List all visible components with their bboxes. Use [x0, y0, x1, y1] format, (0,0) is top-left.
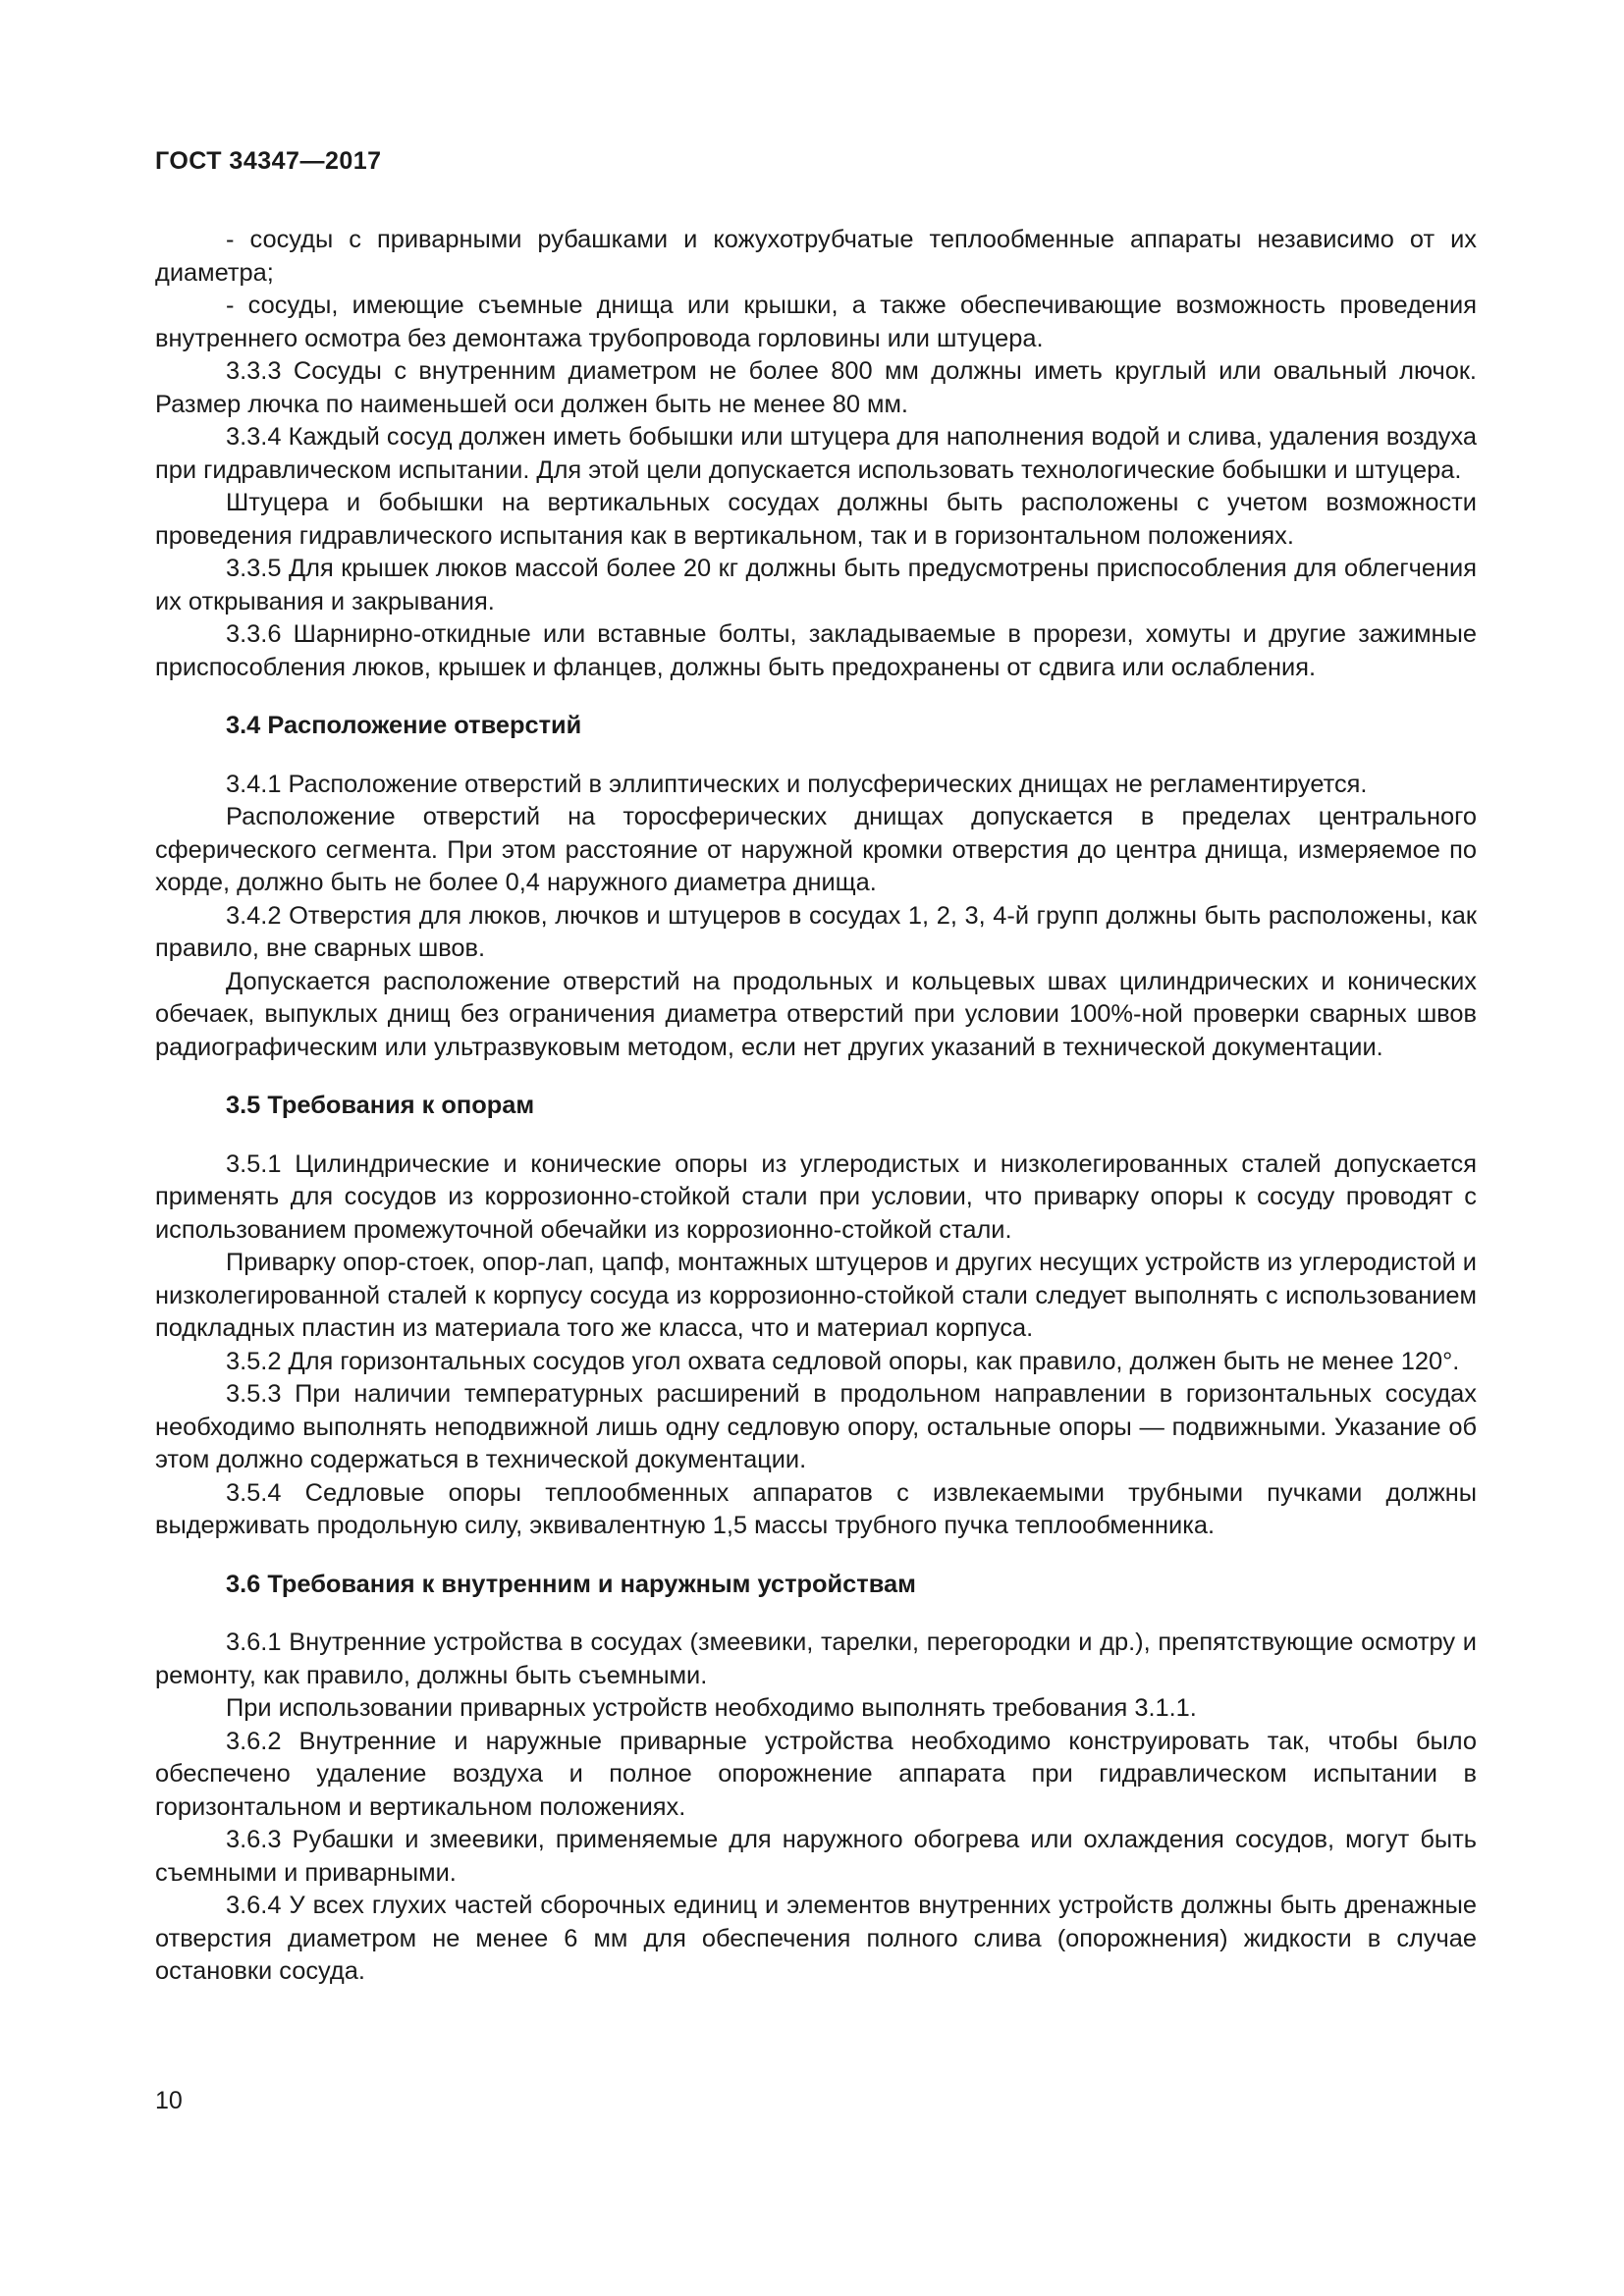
- paragraph-text: Приварку опор-стоек, опор-лап, цапф, монтажных штуцеров и других несущих устройств из углеродистой и низколегированной сталей к корпусу сосуда из коррозионно-стойкой стали следует выполнять с использованием подкладных пластин из материала того же класса, что и материал корпуса.: [155, 1249, 1477, 1342]
- paragraph-3-4-2: 3.4.2 Отверстия для люков, лючков и штуцеров в сосудах 1, 2, 3, 4-й групп должны быть расположены, как правило, вне сварных швов.: [155, 901, 1477, 962]
- paragraph-3-3-5: 3.3.5 Для крышек люков массой более 20 кг должны быть предусмотрены приспособления для облегчения их открывания и закрывания.: [155, 555, 1477, 615]
- section-heading-3-4: 3.4 Расположение отверстий: [226, 712, 582, 739]
- paragraph-3-6-1: 3.6.1 Внутренние устройства в сосудах (змеевики, тарелки, перегородки и др.), препятствующие осмотру и ремонту, как правило, должны быть съемными.: [155, 1629, 1477, 1689]
- page-number: 10: [155, 2087, 183, 2114]
- paragraph-3-5-3: 3.5.3 При наличии температурных расширений в продольном направлении в горизонтальных сосудах необходимо выполнять неподвижной лишь одну седловую опору, остальные опоры — подвижными. Указание об этом должно содержаться в технической документации.: [155, 1380, 1477, 1473]
- paragraph-text: Штуцера и бобышки на вертикальных сосудах должны быть расположены с учетом возможности проведения гидравлического испытания как в вертикальном, так и в горизонтальном положениях.: [155, 489, 1477, 550]
- section-heading-3-6: 3.6 Требования к внутренним и наружным устройствам: [226, 1570, 916, 1598]
- paragraph-3-6-2: 3.6.2 Внутренние и наружные приварные устройства необходимо конструировать так, чтобы было обеспечено удаление воздуха и полное опорожнение аппарата при гидравлическом испытании в горизонтальном и вертикальном положениях.: [155, 1727, 1477, 1821]
- paragraph-text: Расположение отверстий на торосферических днищах допускается в пределах центрального сферического сегмента. При этом расстояние от наружной кромки отверстия до центра днища, измеряемое по хорде, должно быть не более 0,4 наружного диаметра днища.: [155, 803, 1477, 896]
- paragraph-3-6-3: 3.6.3 Рубашки и змеевики, применяемые для наружного обогрева или охлаждения сосудов, могут быть съемными и приварными.: [155, 1826, 1477, 1887]
- paragraph-3-5-1: 3.5.1 Цилиндрические и конические опоры из углеродистых и низколегированных сталей допускается применять для сосудов из коррозионно-стойкой стали при условии, что приварку опоры к сосуду проводят с использованием промежуточной обечайки из коррозионно-стойкой стали.: [155, 1149, 1477, 1244]
- paragraph-list-item: - сосуды, имеющие съемные днища или крышки, а также обеспечивающие возможность проведения внутреннего осмотра без демонтажа трубопровода горловины или штуцера.: [155, 292, 1477, 352]
- document-body: [155, 224, 1477, 1989]
- paragraph-3-6-4: 3.6.4 У всех глухих частей сборочных единиц и элементов внутренних устройств должны быть дренажные отверстия диаметром не менее 6 мм для обеспечения полного слива (опорожнения) жидкости в случае остановки сосуда.: [155, 1892, 1477, 1985]
- paragraph-3-5-2: 3.5.2 Для горизонтальных сосудов угол охвата седловой опоры, как правило, должен быть не менее 120°.: [226, 1347, 1460, 1375]
- section-heading-3-5: 3.5 Требования к опорам: [226, 1092, 535, 1119]
- document-code-header: ГОСТ 34347—2017: [155, 147, 382, 175]
- paragraph-3-3-4: 3.3.4 Каждый сосуд должен иметь бобышки или штуцера для наполнения водой и слива, удаления воздуха при гидравлическом испытании. Для этой цели допускается использовать технологические бобышки и штуцера.: [155, 423, 1477, 484]
- paragraph-3-3-6: 3.3.6 Шарнирно-откидные или вставные болты, закладываемые в прорези, хомуты и другие зажимные приспособления люков, крышек и фланцев, должны быть предохранены от сдвига или ослабления.: [155, 620, 1477, 681]
- paragraph-3-5-4: 3.5.4 Седловые опоры теплообменных аппаратов с извлекаемыми трубными пучками должны выдерживать продольную силу, эквивалентную 1,5 массы трубного пучка теплообменника.: [155, 1478, 1477, 1539]
- paragraph-3-4-1: 3.4.1 Расположение отверстий в эллиптических и полусферических днищах не регламентируется.: [226, 770, 1368, 798]
- paragraph-3-3-3: 3.3.3 Сосуды с внутренним диаметром не более 800 мм должны иметь круглый или овальный лючок. Размер лючка по наименьшей оси должен быть не менее 80 мм.: [155, 357, 1477, 418]
- paragraph-text: Допускается расположение отверстий на продольных и кольцевых швах цилиндрических и конических обечаек, выпуклых днищ без ограничения диаметра отверстий при условии 100%-ной проверки сварных швов радиографическим или ультразвуковым методом, если нет других указаний в технической документации.: [155, 967, 1477, 1061]
- paragraph-list-item: - сосуды с приварными рубашками и кожухотрубчатые теплообменные аппараты независимо от их диаметра;: [155, 226, 1477, 287]
- paragraph-text: При использовании приварных устройств необходимо выполнять требования 3.1.1.: [226, 1694, 1197, 1722]
